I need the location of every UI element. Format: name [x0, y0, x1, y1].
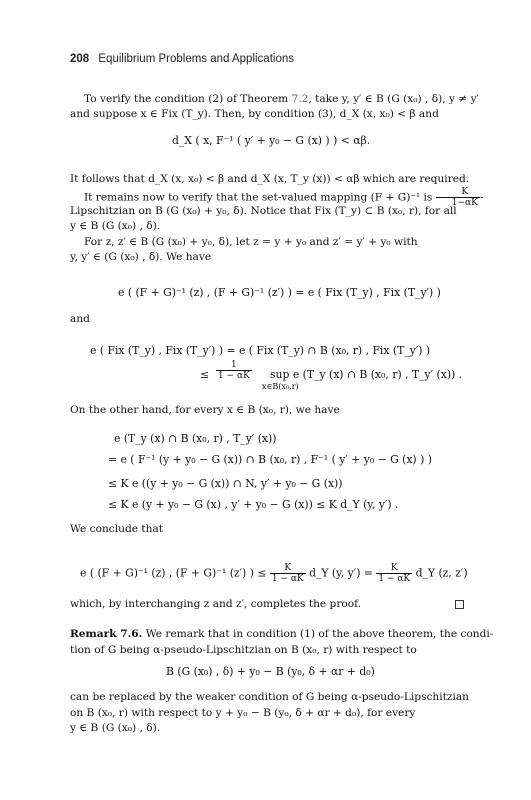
para-replaced-line1: can be replaced by the weaker condition of G being α-pseudo-Lipschitzian	[70, 691, 470, 703]
eq5-lhs: e ( (F + G)⁻¹ (z) , (F + G)⁻¹ (z′) ) ≤	[80, 566, 267, 580]
equation-3-line1: e ( Fix (T_y) , Fix (T_y′) ) = e ( Fix (T_y) ∩ B (x₀, r) , Fix (T_y′) )	[90, 344, 431, 357]
fraction-numerator: K	[270, 563, 306, 574]
running-title: Equilibrium Problems and Applications	[98, 53, 294, 65]
equation-1: d_X ( x, F⁻¹ ( y′ + y₀ − G (x) ) ) < αβ.	[172, 134, 371, 147]
para-remains-line3: y ∈ B (G (x₀) , δ).	[70, 220, 161, 232]
page-number: 208	[70, 53, 90, 65]
text-span: We remark that in condition (1) of the above theorem, the condi-	[142, 628, 494, 640]
fraction-denominator: 1−αK	[451, 198, 478, 208]
equation-4-line1: e (T_y (x) ∩ B (x₀, r) , T_y′ (x))	[114, 432, 277, 445]
equation-3-le: ≤	[200, 368, 210, 381]
equation-4-line4: ≤ K e (y + y₀ − G (x) , y′ + y₀ − G (x)) ≤ K d_Y (y, y′) .	[108, 498, 399, 511]
para-replaced-line2: on B (x₀, r) with respect to y + y₀ − B (y₀, δ + αr + d₀), for every	[70, 707, 416, 719]
eq5-end: d_Y (z, z′)	[415, 566, 468, 580]
equation-4-line3: ≤ K e ((y + y₀ − G (x)) ∩ N, y′ + y₀ − G (x))	[108, 477, 343, 490]
remark-line2: tion of G being α-pseudo-Lipschitzian on B (x₀, r) with respect to	[70, 644, 417, 656]
para-for-line1: For z, z′ ∈ B (G (x₀) + y₀, δ), let z = y + y₀ and z′ = y′ + y₀ with	[84, 236, 418, 248]
and-label: and	[70, 313, 90, 325]
para-replaced-line3: y ∈ B (G (x₀) , δ).	[70, 722, 161, 734]
fraction-denominator: 1 − αK	[271, 574, 304, 584]
para-remains-line2: Lipschitzian on B (G (x₀) + y₀, δ). Notice that Fix (T_y) ⊂ B (x₀, r), for all	[70, 205, 457, 217]
fraction	[376, 563, 412, 584]
text-span: , take y, y′ ∈ B (G (x₀) , δ), y ≠ y′	[308, 93, 479, 105]
equation-3-subscript: x∈B(x₀,r)	[262, 382, 299, 391]
para-conclude: We conclude that	[70, 523, 164, 535]
fraction-numerator: K	[436, 187, 480, 198]
equation-4-line2: = e ( F⁻¹ (y + y₀ − G (x)) ∩ B (x₀, r) , F⁻¹ ( y′ + y₀ − G (x) ) )	[108, 453, 432, 466]
para-verify-line2: and suppose x ∈ Fix (T_y). Then, by condition (3), d_X (x, x₀) < β and	[70, 108, 439, 120]
equation-3-fraction	[216, 360, 252, 381]
equation-3-line2: sup e (T_y (x) ∩ B (x₀, r) , T_y′ (x)) .	[270, 368, 463, 381]
remark-line1	[70, 627, 494, 643]
page-header	[70, 53, 294, 65]
para-for-line2: y, y′ ∈ (G (x₀) , δ). We have	[70, 251, 212, 263]
fraction-numerator: 1	[216, 360, 252, 371]
theorem-link[interactable]: 7.2	[291, 93, 309, 105]
text-span: It remains now to verify that the set-valued mapping (F + G)⁻¹ is	[84, 191, 433, 204]
para-other-hand: On the other hand, for every x ∈ B (x₀, r), we have	[70, 404, 340, 416]
qed-box-icon	[455, 600, 464, 609]
para-follows: It follows that d_X (x, x₀) < β and d_X (x, T_y (x)) < αβ which are required.	[70, 173, 470, 185]
fraction	[216, 360, 252, 381]
fraction	[270, 563, 306, 584]
fraction-denominator: 1 − αK	[378, 574, 411, 584]
fraction-denominator: 1 − αK	[218, 371, 250, 381]
equation-6: B (G (x₀) , δ) + y₀ − B (y₀, δ + αr + d₀)	[166, 665, 375, 678]
text-span: -	[479, 191, 484, 204]
eq5-mid: d_Y (y, y′) =	[309, 566, 373, 580]
text-span: To verify the condition (2) of Theorem	[84, 93, 292, 105]
equation-2: e ( (F + G)⁻¹ (z) , (F + G)⁻¹ (z′) ) = e ( Fix (T_y) , Fix (T_y′) )	[118, 286, 441, 299]
para-proof-end: which, by interchanging z and z′, completes the proof.	[70, 598, 362, 610]
para-verify-line1	[70, 92, 479, 108]
fraction-numerator: K	[376, 563, 412, 574]
equation-5	[80, 563, 468, 584]
remark-label: Remark 7.6.	[70, 628, 143, 640]
